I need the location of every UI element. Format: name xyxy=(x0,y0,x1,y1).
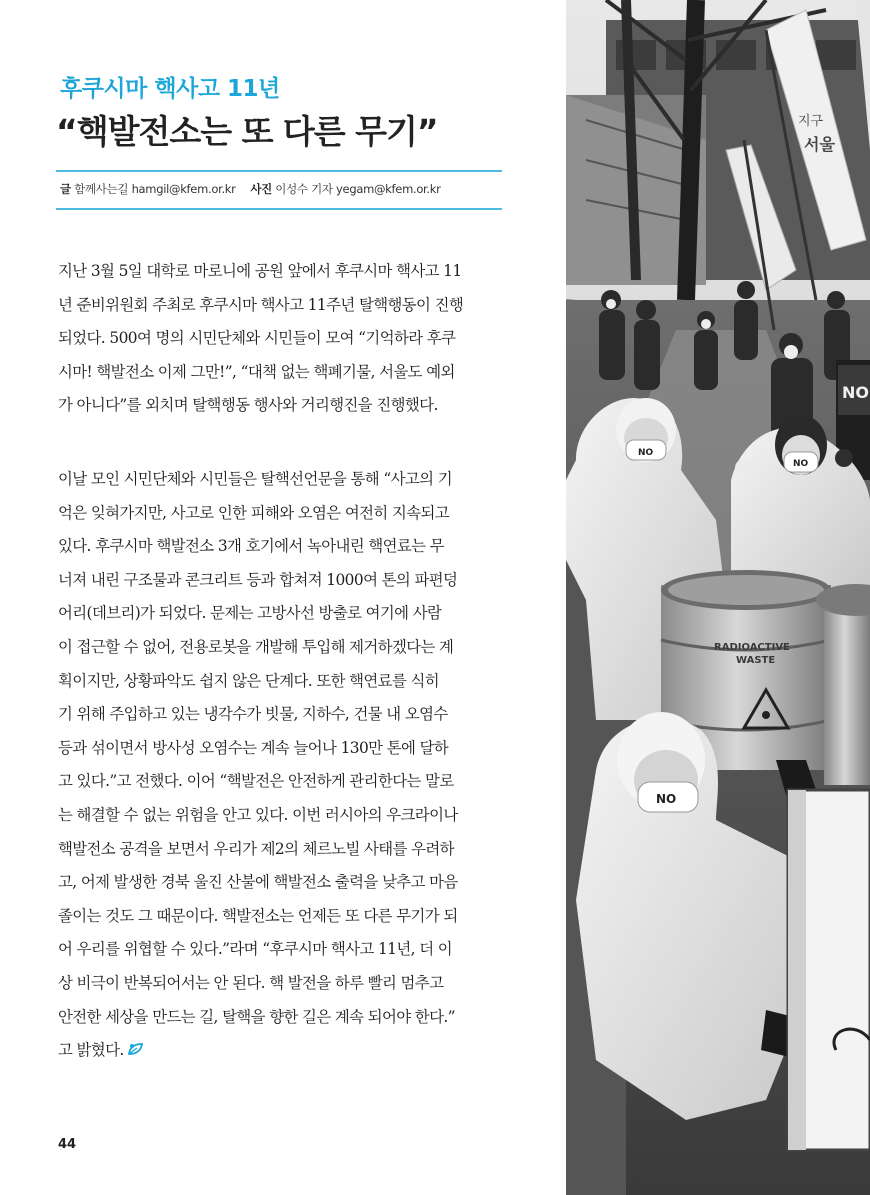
article-paragraph-1 xyxy=(58,255,504,423)
paragraph-line: 이날 모인 시민단체와 시민들은 탈핵선언문을 통해 “사고의 기 xyxy=(58,470,452,488)
article-paragraph-2 xyxy=(58,463,504,1068)
mask-text-2: NO xyxy=(793,459,809,469)
byline-photo-label: 사진 xyxy=(250,182,272,196)
paragraph-line: 시마! 핵발전소 이제 그만!”, “대책 없는 핵폐기물, 서울도 예외 xyxy=(58,362,455,381)
byline-top-rule xyxy=(56,170,502,172)
mask-text-3: NO xyxy=(656,792,677,806)
last-line-text: 고 밝혔다. xyxy=(58,1041,124,1060)
paragraph-line: 너져 내린 구조물과 콘크리트 등과 합쳐져 1000여 톤의 파편덩 xyxy=(58,570,458,589)
paragraph-line: 상 비극이 반복되어서는 안 된다. 핵 발전을 하루 빨리 멈추고 xyxy=(58,973,444,992)
leaf-end-mark-icon xyxy=(127,1042,144,1056)
paragraph-line: 고 있다.”고 전했다. 이어 “핵발전은 안전하게 관리한다는 말로 xyxy=(58,772,454,791)
paragraph-line: 지난 3월 5일 대학로 마로니에 공원 앞에서 후쿠시마 핵사고 11 xyxy=(58,262,462,280)
sign-text: NO xyxy=(842,383,869,402)
paragraph-line: 이 접근할 수 없어, 전용로봇을 개발해 투입해 제거하겠다는 계 xyxy=(58,637,454,656)
barrel-label-line2: WASTE xyxy=(736,655,776,666)
banner-text-2: 서울 xyxy=(804,135,835,154)
paragraph-line: 어 우리를 위협할 수 있다.”라며 “후쿠시마 핵사고 11년, 더 이 xyxy=(58,940,453,959)
paragraph-line: 는 해결할 수 없는 위험을 안고 있다. 이번 러시아의 우크라이나 xyxy=(58,805,458,824)
byline xyxy=(60,181,441,197)
paragraph-line: 고, 어제 발생한 경북 울진 산불에 핵발전소 출력을 낮추고 마음 xyxy=(58,873,458,892)
protest-photo-illustration xyxy=(566,0,870,1195)
paragraph-line: 기 위해 주입하고 있는 냉각수가 빗물, 지하수, 건물 내 오염수 xyxy=(58,705,448,724)
paragraph-line: 안전한 세상을 만드는 길, 탈핵을 향한 길은 계속 되어야 한다.” xyxy=(58,1007,455,1026)
paragraph-line: 등과 섞이면서 방사성 오염수는 계속 늘어나 130만 톤에 달하 xyxy=(58,738,449,757)
paragraph-line: 되었다. 500여 명의 시민단체와 시민들이 모여 “기억하라 후쿠 xyxy=(58,329,456,348)
byline-photo-author: 이성수 기자 yegam@kfem.or.kr xyxy=(275,182,441,196)
article-headline: “핵발전소는 또 다른 무기” xyxy=(56,112,438,151)
page-number: 44 xyxy=(58,1137,77,1152)
paragraph-line: 졸이는 것도 그 때문이다. 핵발전소는 언제든 또 다른 무기가 되 xyxy=(58,906,458,925)
radiation-symbol-icon xyxy=(762,711,770,719)
article-kicker: 후쿠시마 핵사고 11년 xyxy=(60,76,280,102)
paragraph-line: 있다. 후쿠시마 핵발전소 3개 호기에서 녹아내린 핵연료는 무 xyxy=(58,537,444,556)
paragraph-line: 획이지만, 상황파악도 쉽지 않은 단계다. 또한 핵연료를 식히 xyxy=(58,671,440,690)
paragraph-line: 년 준비위원회 주최로 후쿠시마 핵사고 11주년 탈핵행동이 진행 xyxy=(58,295,464,314)
paragraph-line-last xyxy=(58,1034,504,1068)
byline-bottom-rule xyxy=(56,208,502,210)
banner-text-1: 지구 xyxy=(798,114,824,129)
paragraph-line: 가 아니다”를 외치며 탈핵행동 행사와 거리행진을 진행했다. xyxy=(58,396,438,415)
protest-photo xyxy=(566,0,870,1195)
paragraph-line: 억은 잊혀가지만, 사고로 인한 피해와 오염은 여전히 지속되고 xyxy=(58,503,450,522)
byline-text-label: 글 xyxy=(60,182,71,196)
paragraph-line: 핵발전소 공격을 보면서 우리가 제2의 체르노빌 사태를 우려하 xyxy=(58,839,454,858)
paragraph-line: 어리(데브리)가 되었다. 문제는 고방사선 방출로 여기에 사람 xyxy=(58,604,442,623)
byline-text-author: 함께사는길 hamgil@kfem.or.kr xyxy=(74,182,236,196)
barrel-label-line1: RADIOACTIVE xyxy=(714,642,790,653)
mask-text-1: NO xyxy=(638,448,654,458)
